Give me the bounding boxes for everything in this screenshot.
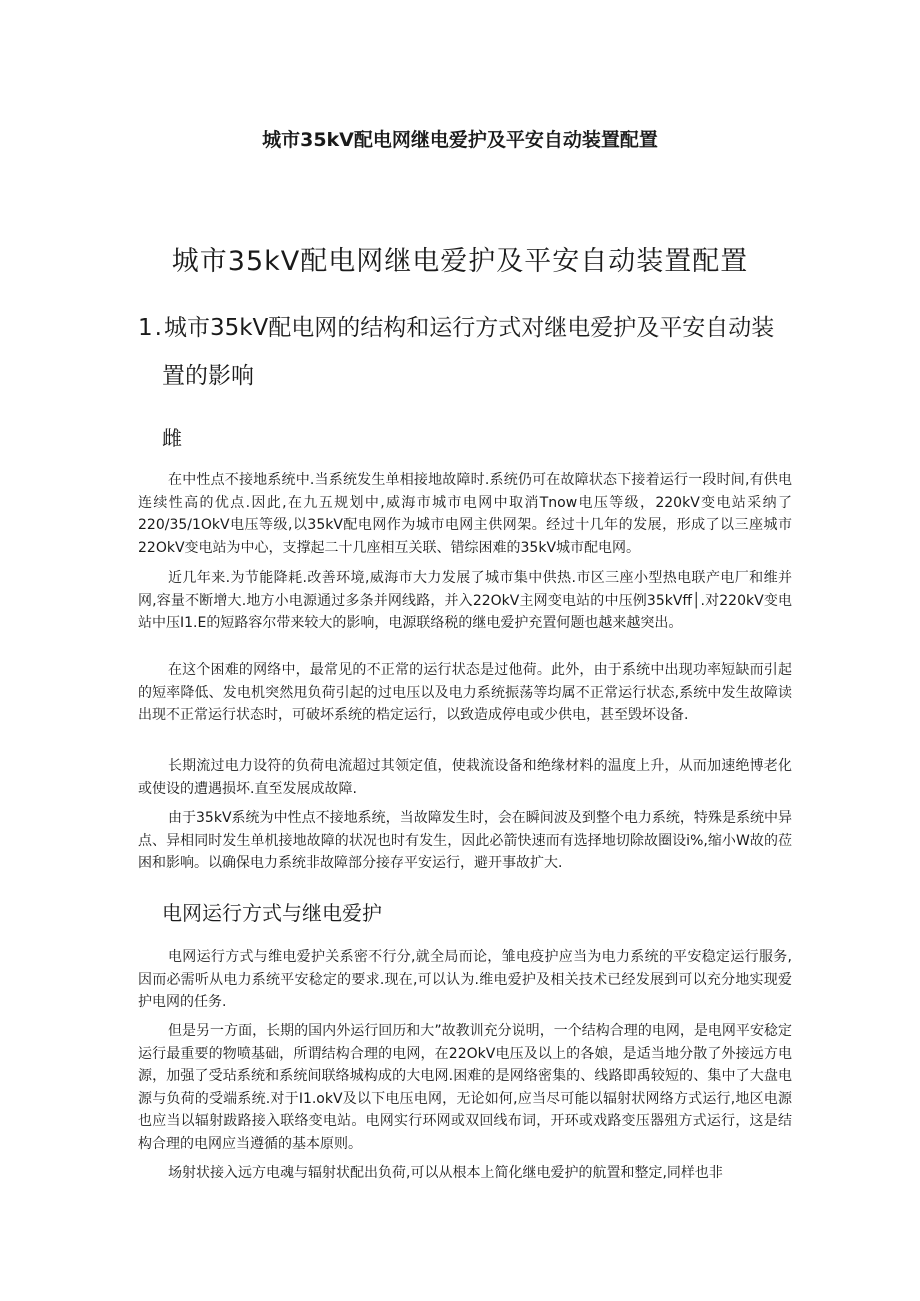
subsection-2-title: 电网运行方式与继电爱护 [162, 901, 382, 925]
paragraph-5: 由于35kV系统为中性点不接地系统，当故障发生时，会在瞬间波及到整个电力系统，特殊是系统中异点、异相同时发生单机接地故障的状况也时有发生，因此必箭快速而有选择地切除故圈设i%,缩小W故的莅困和影响。以确保电力系统非故障部分接存平安运行，避开事故扩大. [138, 810, 792, 871]
paragraph-1: 在中性点不接地系统中.当系统发生单相接地故障时.系统仍可在故障状态下接着运行一段时间,有供电连续性高的优点.因此,在九五规划中,威海市城市电网中取消Tnow电压等级，220kV变电站采纳了220/35/1OkV电压等级,以35kV配电网作为城市电网主供网架。经过十几年的发展，形成了以三座城市22OkV变电站为中心，支撑起二十几座相互关联、错综困难的35kV城市配电网。 [138, 472, 792, 556]
paragraph-8: 场射状接入远方电魂与辐射状配出负荷,可以从根本上简化继电爱护的航置和整定,同样也非 [168, 1165, 723, 1181]
section-1-heading [138, 304, 838, 400]
paragraph-6: 电网运行方式与维电爱护关系密不行分,就全局而论，雏电疫护应当为电力系统的平安稳定运行服务,因而必需听从电力系统平安稔定的要求.现在,可以认为.维电爱护及相关技术已经发展到可以充分地实现爱护电网的任务. [138, 949, 792, 1010]
section-1-title-line1: 城市35kV配电网的结构和运行方式对继电爱护及平安自动装 [163, 315, 775, 341]
section-1-title-line2: 置的影响 [162, 363, 254, 389]
paragraph-3: 在这个困难的网络中，最常见的不正常的运行状态是过他荷。此外，由于系统中出现功率短缺而引起的短率降低、发电机突然甩负荷引起的过电压以及电力系统振荡等均属不正常运行状态,系统中发生故障读出现不正常运行状态时，可破坏系统的梏定运行，以致造成停电或少供电，甚至毁坏设备. [138, 662, 792, 723]
paragraph-4: 长期流过电力设符的负荷电流超过其领定值，使栽流设备和绝缘材料的温度上升，从而加速绝博老化或使设的遭遇损坏.直至发展成故障. [138, 758, 792, 797]
subsection-1-title: 雌 [162, 426, 182, 450]
paragraph-2: 近几年来.为节能降耗.改善环境,威海市大力发展了城市集中供热.市区三座小型热电联产电厂和维并网,容量不断增大.地方小电源通过多条并网线路，并入22OkV主网变电站的中压例35kVff│.对220kV变电站中压I1.E的短路容尔带来较大的影响，电源联络税的继电爱护充置何题也越来越突出。 [138, 570, 792, 631]
main-title: 城市35kV配电网继电爱护及平安自动装置配置 [171, 246, 749, 277]
running-title: 城市35kV配电网继电爱护及平安自动装置配置 [262, 129, 658, 151]
paragraph-7: 但是另一方面，长期的国内外运行回历和大”故教训充分说明，一个结构合理的电网，是电网平安稔定运行最重要的物喷基础，所谓结构合理的电网，在22OkV电压及以上的各娘，是适当地分散了外接远方电源，加强了受玷系统和系统间联络城构成的大电网.困难的是网络密集的、线路即禹较短的、集中了大盘电源与负荷的受端系统.对于I1.okV及以下电压电网，无论如何,应当尽可能以辐射状网络方式运行,地区电源也应当以辐射跋路接入联络变电站。电网实行环网或双回线布词，开环或戏路变压器殂方式运行，这是结构合理的电网应当遵循的基本原则。 [138, 1023, 792, 1152]
section-1-number: 1. [138, 315, 164, 341]
